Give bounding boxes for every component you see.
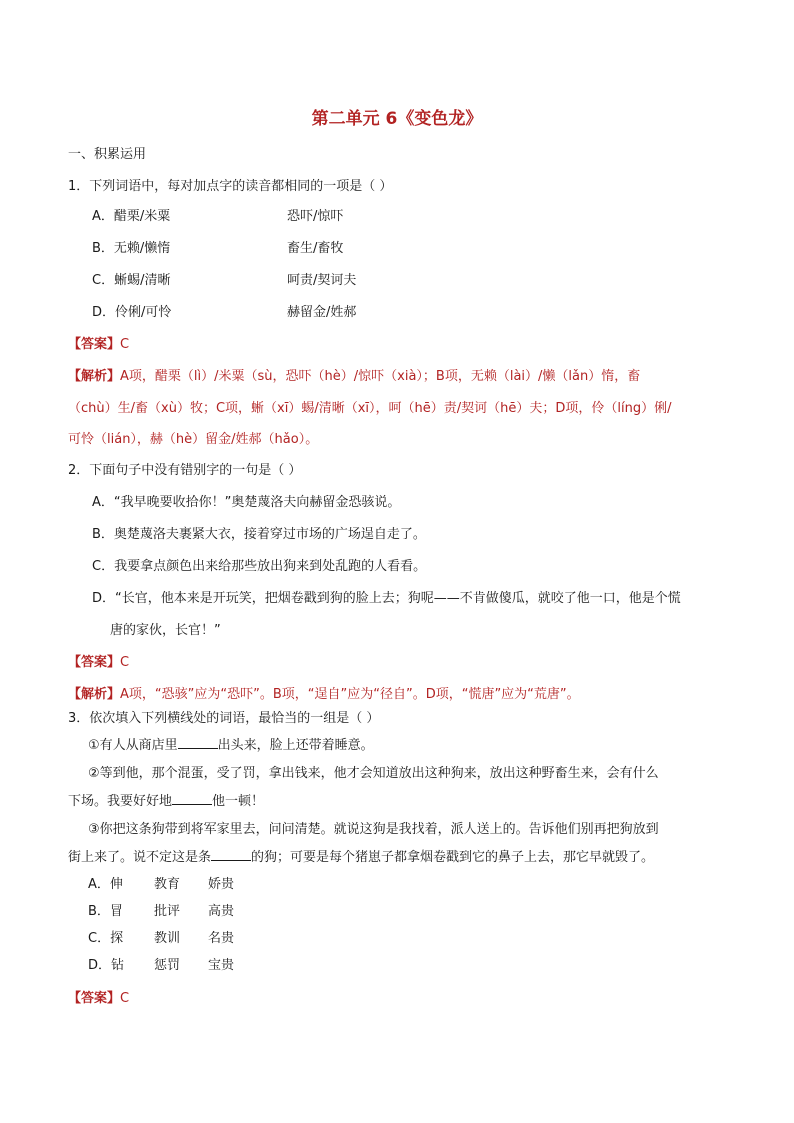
answer-label: 【答案】 bbox=[68, 337, 121, 352]
q3-option-d: D．钻 惩罚 宝贵 bbox=[88, 958, 235, 973]
q2-option-c: C．我要拿点颜色出来给那些放出狗来到处乱跑的人看看。 bbox=[92, 559, 427, 574]
q2-option-d: D．“长官，他本来是开玩笑，把烟卷戳到狗的脸上去；狗呢——不肯做傻瓜，就咬了他一口，他是个慌 bbox=[92, 591, 681, 606]
fill-blank bbox=[172, 804, 212, 805]
answer-value: C bbox=[120, 655, 130, 670]
q2-answer bbox=[68, 654, 129, 672]
q1-option-a-pair: 恐吓/惊吓 bbox=[287, 209, 344, 224]
q2-option-b: B．奥楚蔑洛夫裹紧大衣，接着穿过市场的广场逞自走了。 bbox=[92, 527, 426, 542]
q3-sentence-1: ①有人从商店里 出头来，脸上还带着睡意。 bbox=[88, 738, 374, 753]
q1-option-d-pair: 赫留金/姓郝 bbox=[287, 305, 357, 320]
fill-blank bbox=[211, 860, 251, 861]
q1-stem: 1．下列词语中，每对加点字的读音都相同的一项是（ ） bbox=[68, 179, 393, 194]
q1-analysis-line-3: 可怜（lián），赫（hè）留金/姓郝（hǎo）。 bbox=[68, 432, 319, 447]
answer-label: 【答案】 bbox=[68, 655, 121, 670]
q3-sentence-3-line-2: 街上来了。说不定这是条 的狗；可要是每个猪崽子都拿烟卷戳到它的鼻子上去，那它早就毁了。 bbox=[68, 850, 655, 865]
q3-option-a: A．伸 教育 娇贵 bbox=[88, 877, 235, 892]
answer-value: C bbox=[120, 991, 130, 1006]
q1-answer bbox=[68, 336, 129, 354]
q1-option-c: C．蜥蜴/清晰 bbox=[92, 273, 171, 288]
answer-value: C bbox=[120, 337, 130, 352]
q2-analysis: 【解析】A项，“恐骇”应为“恐吓”。B项，“逞自”应为“径自”。D项，“慌唐”应为“荒唐”。 bbox=[68, 687, 580, 702]
q2-stem: 2．下面句子中没有错别字的一句是（ ） bbox=[68, 463, 302, 478]
q3-stem: 3．依次填入下列横线处的词语，最恰当的一组是（ ） bbox=[68, 711, 380, 726]
q3-option-c: C．探 教训 名贵 bbox=[88, 931, 235, 946]
q3-answer bbox=[68, 990, 129, 1008]
q1-option-b-pair: 畜生/畜牧 bbox=[287, 241, 344, 256]
q1-option-a: A．醋栗/米粟 bbox=[92, 209, 171, 224]
analysis-label: 【解析】 bbox=[68, 369, 121, 384]
section-heading: 一、积累运用 bbox=[68, 147, 147, 162]
q1-analysis-line-2: （chù）生/畜（xù）牧；C项，蜥（xī）蜴/清晰（xī），呵（hē）责/契诃（hē）夫；D项，伶（líng）俐/ bbox=[68, 401, 672, 416]
q1-analysis-line-1: 【解析】A项，醋栗（lì）/米粟（sù，恐吓（hè）/惊吓（xià）；B项，无赖（lài）/懒（lǎn）惰，畜 bbox=[68, 369, 641, 384]
page-title: 第二单元 6《变色龙》 bbox=[311, 109, 483, 129]
fill-blank bbox=[178, 748, 218, 749]
q1-option-c-pair: 呵责/契诃夫 bbox=[287, 273, 357, 288]
q3-option-b: B．冒 批评 高贵 bbox=[88, 904, 235, 919]
q3-sentence-2-line-2: 下场。我要好好地 他一顿！ bbox=[68, 794, 265, 809]
q1-option-d: D．伶俐/可怜 bbox=[92, 305, 172, 320]
analysis-label: 【解析】 bbox=[68, 687, 121, 702]
answer-label: 【答案】 bbox=[68, 991, 121, 1006]
q1-option-b: B．无赖/懒惰 bbox=[92, 241, 171, 256]
q2-option-d-cont: 唐的家伙，长官！” bbox=[110, 623, 221, 638]
q2-option-a: A．“我早晚要收拾你！”奥楚蔑洛夫向赫留金恐骇说。 bbox=[92, 495, 401, 510]
q3-sentence-3-line-1: ③你把这条狗带到将军家里去，问问清楚。就说这狗是我找着，派人送上的。告诉他们别再把狗放到 bbox=[88, 822, 659, 837]
q3-sentence-2-line-1: ②等到他，那个混蛋，受了罚，拿出钱来，他才会知道放出这种狗来，放出这种野畜生来，会有什么 bbox=[88, 766, 659, 781]
